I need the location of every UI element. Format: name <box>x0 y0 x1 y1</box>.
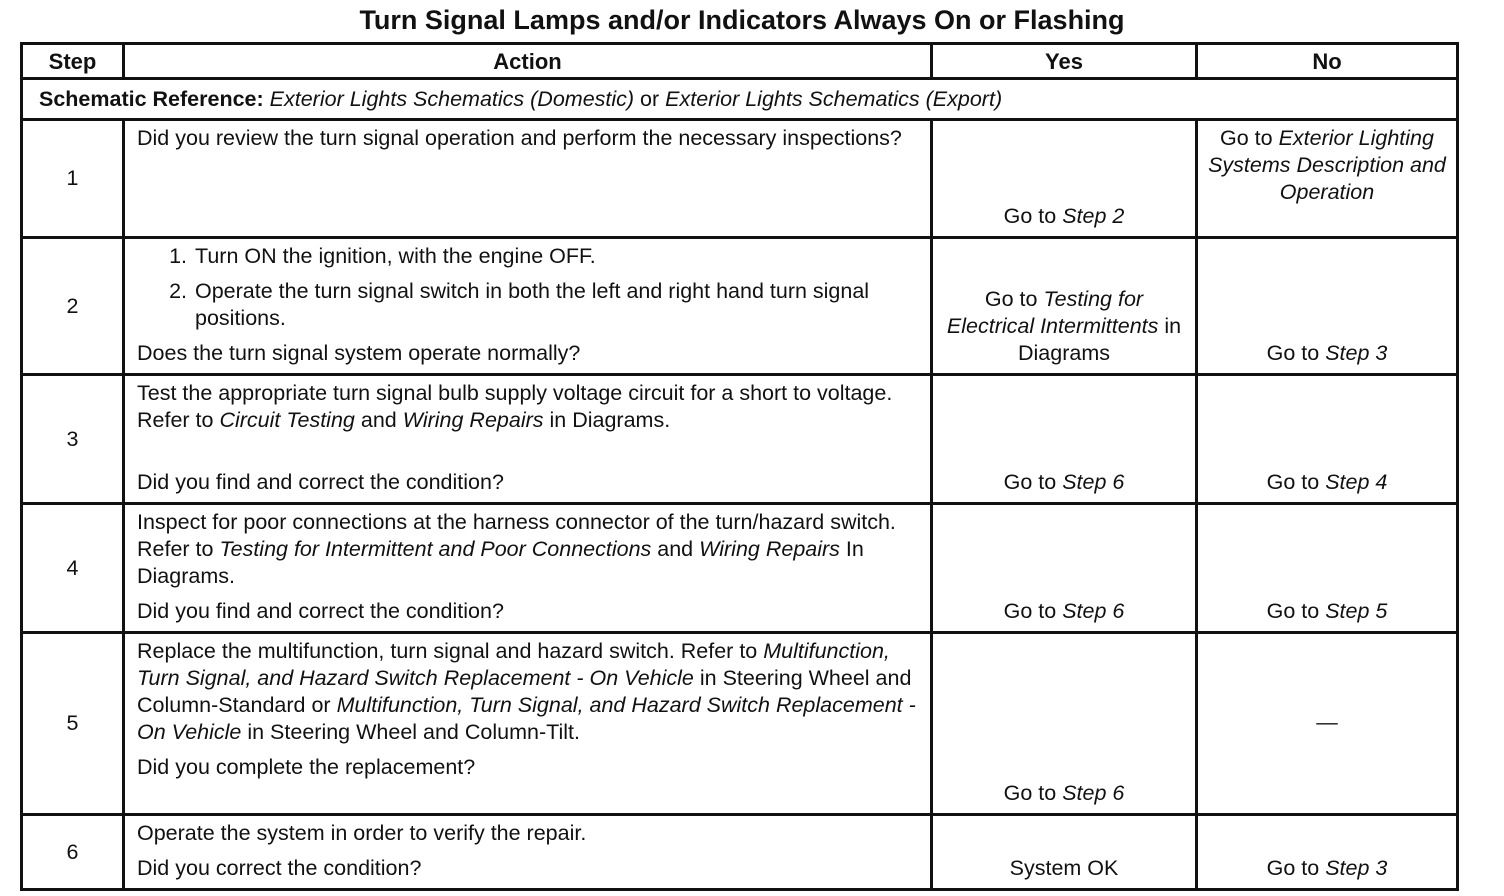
no-cell <box>1197 375 1458 504</box>
yes-prefix: Go to <box>984 287 1044 311</box>
header-row <box>22 44 1458 79</box>
table-row <box>22 120 1458 238</box>
schematic-reference-label: Schematic Reference: <box>39 86 264 111</box>
no-prefix: Go to <box>1266 470 1326 494</box>
action-text-part: and <box>651 537 700 561</box>
no-prefix: Go to <box>1266 599 1326 623</box>
table-row <box>22 633 1458 815</box>
action-text <box>137 380 920 434</box>
step-number: 3 <box>22 375 124 504</box>
action-link[interactable]: Wiring Repairs <box>402 408 544 432</box>
no-link[interactable]: Exterior Lighting Systems Description and Operation <box>1208 126 1446 204</box>
action-question: Did you review the turn signal operation and perform the necessary inspections? <box>137 126 902 150</box>
no-link[interactable]: Step 4 <box>1325 470 1388 494</box>
no-cell <box>1197 815 1458 890</box>
yes-link[interactable]: Step 6 <box>1062 599 1125 623</box>
yes-prefix: Go to <box>1003 204 1063 228</box>
action-text-part: In Diagrams. <box>137 537 864 588</box>
yes-prefix: Go to <box>1003 781 1063 805</box>
no-dash: — <box>1316 710 1338 734</box>
action-text-part: in Steering Wheel and Column-Tilt. <box>241 720 580 744</box>
yes-suffix: in Diagrams <box>1018 314 1182 365</box>
no-link[interactable]: Step 5 <box>1325 599 1388 623</box>
step-number: 2 <box>22 238 124 375</box>
yes-result: System OK <box>1009 856 1119 880</box>
no-cell <box>1197 238 1458 375</box>
schematic-reference-conjunction: or <box>634 86 666 111</box>
action-step-item: 1. Turn ON the ignition, with the engine OFF. <box>193 243 920 270</box>
action-text: Operate the system in order to verify the repair. <box>137 821 587 845</box>
action-text <box>137 509 920 590</box>
action-text <box>137 638 920 746</box>
step-number: 4 <box>22 504 124 633</box>
page-title: Turn Signal Lamps and/or Indicators Always On or Flashing <box>359 5 1125 35</box>
no-prefix: Go to <box>1266 341 1326 365</box>
no-link[interactable]: Step 3 <box>1325 341 1388 365</box>
action-question: Does the turn signal system operate normally? <box>137 341 581 365</box>
diagnostic-table <box>20 42 1459 891</box>
action-link[interactable]: Wiring Repairs <box>699 537 840 561</box>
action-cell <box>124 815 932 890</box>
yes-link[interactable]: Step 6 <box>1062 781 1125 805</box>
yes-cell <box>932 815 1197 890</box>
no-link[interactable]: Step 3 <box>1325 856 1388 880</box>
yes-cell <box>932 633 1197 815</box>
action-text-part: Replace the multifunction, turn signal and hazard switch. Refer to <box>137 639 764 663</box>
no-cell <box>1197 633 1458 815</box>
action-text-part: in Diagrams. <box>543 408 671 432</box>
no-prefix: Go to <box>1266 856 1326 880</box>
header-no: No <box>1197 44 1458 79</box>
no-cell <box>1197 504 1458 633</box>
action-steps-list <box>137 243 920 332</box>
action-link[interactable]: Multifunction, Turn Signal, and Hazard Switch Replacement - On Vehicle <box>137 639 890 690</box>
action-link[interactable]: Multifunction, Turn Signal, and Hazard Switch Replacement - On Vehicle <box>137 693 916 744</box>
action-question: Did you complete the replacement? <box>137 755 476 779</box>
yes-prefix: Go to <box>1003 599 1063 623</box>
action-text-part: and <box>354 408 403 432</box>
action-cell <box>124 504 932 633</box>
yes-cell <box>932 375 1197 504</box>
action-question: Did you correct the condition? <box>137 856 422 880</box>
action-cell <box>124 633 932 815</box>
action-question: Did you find and correct the condition? <box>137 599 504 623</box>
no-cell <box>1197 120 1458 238</box>
yes-link[interactable]: Step 2 <box>1062 204 1125 228</box>
yes-cell <box>932 504 1197 633</box>
schematic-reference <box>22 79 1458 120</box>
action-text-part: Inspect for poor connections at the harness connector of the turn/hazard switch. Refer to <box>137 510 896 561</box>
schematic-reference-export[interactable]: Exterior Lights Schematics (Export) <box>665 86 1003 111</box>
action-cell <box>124 238 932 375</box>
action-text-part: in Steering Wheel and Column-Standard or <box>137 666 912 717</box>
header-yes: Yes <box>932 44 1197 79</box>
header-action: Action <box>124 44 932 79</box>
step-number: 6 <box>22 815 124 890</box>
action-text-part: Test the appropriate turn signal bulb supply voltage circuit for a short to voltage. Refer to <box>137 381 893 432</box>
table-row <box>22 815 1458 890</box>
yes-prefix: Go to <box>1003 470 1063 494</box>
yes-link[interactable]: Testing for Electrical Intermittents <box>946 287 1159 338</box>
table-row <box>22 238 1458 375</box>
step-number: 1 <box>22 120 124 238</box>
header-step: Step <box>22 44 124 79</box>
yes-link[interactable]: Step 6 <box>1062 470 1125 494</box>
action-link[interactable]: Circuit Testing <box>219 408 355 432</box>
schematic-reference-row <box>22 79 1458 120</box>
action-cell <box>124 375 932 504</box>
schematic-reference-domestic[interactable]: Exterior Lights Schematics (Domestic) <box>269 86 635 111</box>
no-prefix: Go to <box>1220 126 1279 150</box>
action-question: Did you find and correct the condition? <box>137 470 504 494</box>
table-row <box>22 375 1458 504</box>
yes-cell <box>932 120 1197 238</box>
yes-cell <box>932 238 1197 375</box>
action-cell <box>124 120 932 238</box>
step-number: 5 <box>22 633 124 815</box>
table-row <box>22 504 1458 633</box>
action-step-item: 2. Operate the turn signal switch in both the left and right hand turn signal positions. <box>193 278 920 332</box>
action-link[interactable]: Testing for Intermittent and Poor Connections <box>219 537 652 561</box>
